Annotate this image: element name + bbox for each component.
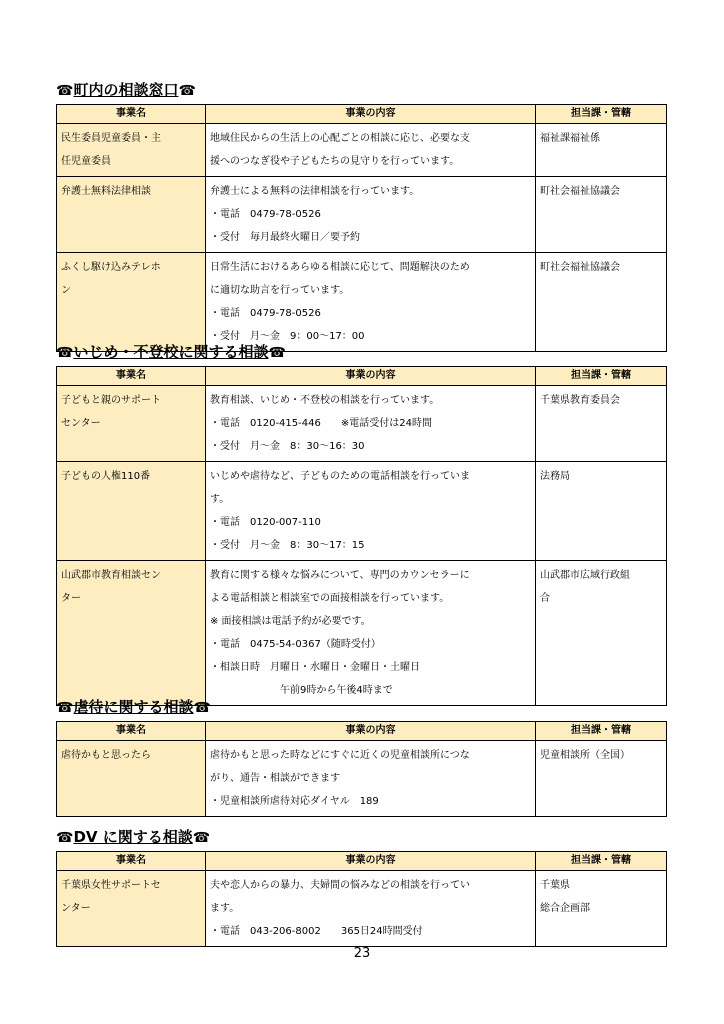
cell-department (536, 253, 667, 352)
cell-text-line: 教育相談、いじめ・不登校の相談を行っています。 (210, 395, 440, 406)
table-row (57, 871, 667, 947)
telephone-icon: ☎ (56, 345, 74, 361)
cell-text-line: 虐待かもと思った時などにすぐに近くの児童相談所につな (210, 750, 470, 761)
cell-project-name (57, 124, 206, 177)
cell-project-content (206, 253, 536, 352)
cell-text-line: 子どもと親のサポート (61, 395, 161, 406)
cell-text-line: センター (61, 418, 101, 429)
section-bullying-consultation (56, 342, 666, 706)
table-header-row (57, 367, 667, 386)
table-row (57, 253, 667, 352)
cell-text-line: ・児童相談所虐待対応ダイヤル 189 (210, 796, 379, 807)
cell-project-content (206, 741, 536, 817)
table-row (57, 741, 667, 817)
header-department: 担当課・管轄 (536, 852, 667, 871)
cell-project-name (57, 177, 206, 253)
cell-text-line: ン (61, 285, 71, 296)
cell-text-line: ター (61, 593, 81, 604)
cell-text-line: 任児童委員 (61, 156, 111, 167)
table-row (57, 386, 667, 462)
cell-project-content (206, 124, 536, 177)
cell-department (536, 177, 667, 253)
cell-text-line: 夫や恋人からの暴力、夫婦間の悩みなどの相談を行ってい (210, 880, 470, 891)
cell-project-name (57, 561, 206, 706)
header-department: 担当課・管轄 (536, 105, 667, 124)
consultation-table (56, 366, 667, 706)
table-header-row (57, 852, 667, 871)
cell-text-line: ・電話 0475-54-0367（随時受付） (210, 639, 381, 650)
cell-text-line: 合 (540, 593, 550, 604)
cell-text-line: す。 (210, 494, 230, 505)
section-heading (56, 342, 666, 362)
telephone-icon: ☎ (193, 700, 211, 716)
cell-project-content (206, 177, 536, 253)
cell-project-name (57, 741, 206, 817)
cell-text-line: 千葉県教育委員会 (540, 395, 620, 406)
header-project-name: 事業名 (57, 852, 206, 871)
header-project-content: 事業の内容 (206, 722, 536, 741)
section-title: 虐待に関する相談 (73, 698, 194, 716)
section-heading (56, 827, 666, 847)
cell-project-content (206, 871, 536, 947)
cell-text-line: ふくし駆け込みテレホ (61, 262, 161, 273)
cell-text-line: ・電話 0479-78-0526 (210, 209, 321, 220)
section-heading (56, 80, 666, 100)
cell-text-line: 民生委員児童委員・主 (61, 133, 161, 144)
cell-text-line: がり、通告・相談ができます (210, 773, 340, 784)
cell-text-line: 千葉県 (540, 880, 570, 891)
cell-text-line: 弁護士による無料の法律相談を行っています。 (210, 186, 420, 197)
header-project-content: 事業の内容 (206, 852, 536, 871)
cell-text-line: ンター (61, 903, 91, 914)
header-project-name: 事業名 (57, 105, 206, 124)
table-row (57, 177, 667, 253)
table-row (57, 561, 667, 706)
telephone-icon: ☎ (56, 830, 74, 846)
cell-text-line: 町社会福祉協議会 (540, 186, 620, 197)
cell-text-line: 山武郡市広域行政組 (540, 570, 630, 581)
cell-text-line: 福祉課福祉係 (540, 133, 600, 144)
cell-text-line: 地域住民からの生活上の心配ごとの相談に応じ、必要な支 (210, 133, 470, 144)
telephone-icon: ☎ (56, 700, 74, 716)
consultation-table (56, 104, 667, 352)
cell-text-line: ・受付 毎月最終火曜日／要予約 (210, 232, 360, 243)
cell-project-content (206, 561, 536, 706)
header-project-name: 事業名 (57, 722, 206, 741)
cell-text-line: ・受付 月～金 8：30～16：30 (210, 441, 365, 452)
header-project-content: 事業の内容 (206, 105, 536, 124)
cell-text-line: 午前9時から午後4時まで (210, 685, 393, 696)
header-project-name: 事業名 (57, 367, 206, 386)
cell-text-line: よる電話相談と相談室での面接相談を行っています。 (210, 593, 450, 604)
cell-text-line: 法務局 (540, 471, 570, 482)
cell-text-line: ・電話 0479-78-0526 (210, 308, 321, 319)
telephone-icon: ☎ (56, 83, 74, 99)
section-heading (56, 697, 666, 717)
section-title: 町内の相談窓口 (73, 81, 179, 99)
consultation-table (56, 851, 667, 947)
cell-text-line: 町社会福祉協議会 (540, 262, 620, 273)
cell-department (536, 462, 667, 561)
cell-department (536, 386, 667, 462)
cell-text-line: に適切な助言を行っています。 (210, 285, 350, 296)
cell-text-line: いじめや虐待など、子どものための電話相談を行っていま (210, 471, 470, 482)
cell-department (536, 741, 667, 817)
cell-project-name (57, 386, 206, 462)
telephone-icon: ☎ (178, 83, 196, 99)
cell-text-line: ・電話 0120-415-446 ※電話受付は24時間 (210, 418, 432, 429)
section-abuse-consultation (56, 697, 666, 817)
cell-text-line: 教育に関する様々な悩みについて、専門のカウンセラーに (210, 570, 470, 581)
table-header-row (57, 722, 667, 741)
cell-text-line: 弁護士無料法律相談 (61, 186, 151, 197)
cell-text-line: ・受付 月～金 9：00～17：00 (210, 331, 365, 342)
cell-project-content (206, 462, 536, 561)
header-department: 担当課・管轄 (536, 722, 667, 741)
cell-text-line: 山武郡市教育相談セン (61, 570, 161, 581)
section-title: いじめ・不登校に関する相談 (73, 343, 269, 361)
section-town-consultation (56, 80, 666, 352)
cell-project-content (206, 386, 536, 462)
section-title: DV に関する相談 (73, 828, 193, 846)
cell-department (536, 871, 667, 947)
cell-text-line: 総合企画部 (540, 903, 590, 914)
cell-text-line: 千葉県女性サポートセ (61, 880, 161, 891)
section-dv-consultation (56, 827, 666, 947)
table-row (57, 462, 667, 561)
telephone-icon: ☎ (192, 830, 211, 846)
cell-department (536, 124, 667, 177)
cell-text-line: ※ 面接相談は電話予約が必要です。 (210, 616, 371, 627)
cell-text-line: ・電話 043-206-8002 365日24時間受付 (210, 926, 423, 937)
cell-text-line: ます。 (210, 903, 240, 914)
table-row (57, 124, 667, 177)
cell-text-line: 日常生活におけるあらゆる相談に応じて、問題解決のため (210, 262, 470, 273)
cell-text-line: ・相談日時 月曜日・水曜日・金曜日・土曜日 (210, 662, 420, 673)
cell-department (536, 561, 667, 706)
header-project-content: 事業の内容 (206, 367, 536, 386)
cell-text-line: ・受付 月～金 8：30～17：15 (210, 540, 365, 551)
consultation-table (56, 721, 667, 817)
cell-project-name (57, 462, 206, 561)
cell-text-line: ・電話 0120-007-110 (210, 517, 321, 528)
telephone-icon: ☎ (268, 345, 286, 361)
cell-text-line: 虐待かもと思ったら (61, 750, 151, 761)
cell-project-name (57, 253, 206, 352)
table-header-row (57, 105, 667, 124)
cell-text-line: 子どもの人権110番 (61, 471, 151, 482)
cell-text-line: 児童相談所（全国） (540, 750, 630, 761)
page-number: 23 (353, 946, 371, 961)
cell-text-line: 援へのつなぎ役や子どもたちの見守りを行っています。 (210, 156, 460, 167)
cell-project-name (57, 871, 206, 947)
header-department: 担当課・管轄 (536, 367, 667, 386)
